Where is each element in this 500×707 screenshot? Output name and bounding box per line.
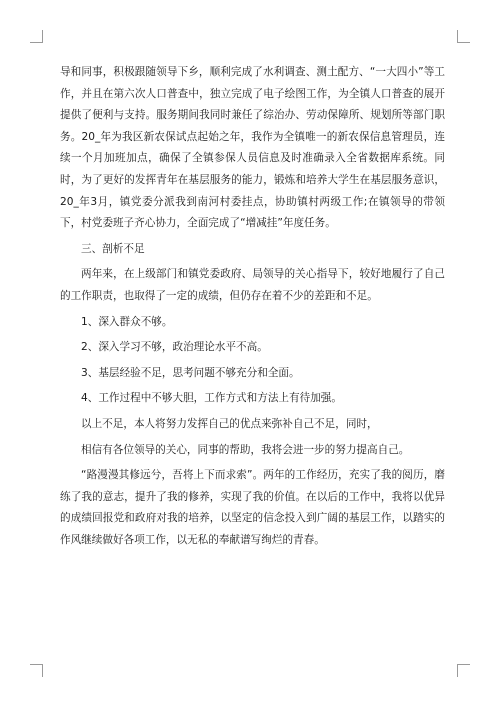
list-item: 3、基层经验不足，思考问题不够充分和全面。 [81, 366, 300, 379]
crop-mark-top-left [30, 30, 43, 43]
document-body [60, 62, 445, 551]
list-item: 2、深入学习不够，政治理论水平不高。 [81, 341, 268, 354]
list-item: 1、深入群众不够。 [81, 315, 173, 328]
paragraph-improvement: 以上不足，本人将努力发挥自己的优点来弥补自己不足，同时， [81, 417, 378, 430]
crop-mark-top-right [457, 30, 470, 43]
paragraph-conclusion: “路漫漫其修远兮，吾将上下而求索”。两年的工作经历，充实了我的阅历，磨练了我的意志，提升了我的修养，实现了我的价值。在以后的工作中，我将以优异的成绩回报党和政府对我的培养，以坚定的信念投入到广阔的基层工作，以踏实的作风继续做好各项工作，以无私的奉献谱写绚烂的青春。 [60, 469, 445, 546]
list-item: 4、工作过程中不够大胆，工作方式和方法上有待加强。 [81, 392, 342, 405]
paragraph-summary: 两年来，在上级部门和镇党委政府、局领导的关心指导下，较好地履行了自己的工作职责，也取得了一定的成绩，但仍存在着不少的差距和不足。 [60, 268, 445, 302]
crop-mark-bottom-left [30, 664, 43, 677]
paragraph-work-experience: 导和同事，积极跟随领导下乡，顺利完成了水利调查、测土配方、“一大四小”等工作，并且在第六次人口普查中，独立完成了电子绘图工作，为全镇人口普查的展开提供了便利与支持。服务期间我同时兼任了综治办、劳动保障所、规划所等部门职务。20_年为我区新农保试点起始之年，我作为全镇唯一的新农保信息管理员，连续一个月加班加点，确保了全镇参保人员信息及时准确录入全省数据库系统。同时，为了更好的发挥青年在基层服务的能力，锻炼和培养大学生在基层服务意识，20_年3月，镇党委分派我到南河村委挂点，协助镇村两级工作;在镇领导的带领下，村党委班子齐心协力，全面完成了“增减挂”年度任务。 [60, 66, 445, 230]
section-heading: 三、剖析不足 [81, 242, 145, 255]
paragraph-commitment: 相信有各位领导的关心，同事的帮助，我将会进一步的努力提高自己。 [81, 443, 410, 456]
crop-mark-bottom-right [457, 664, 470, 677]
